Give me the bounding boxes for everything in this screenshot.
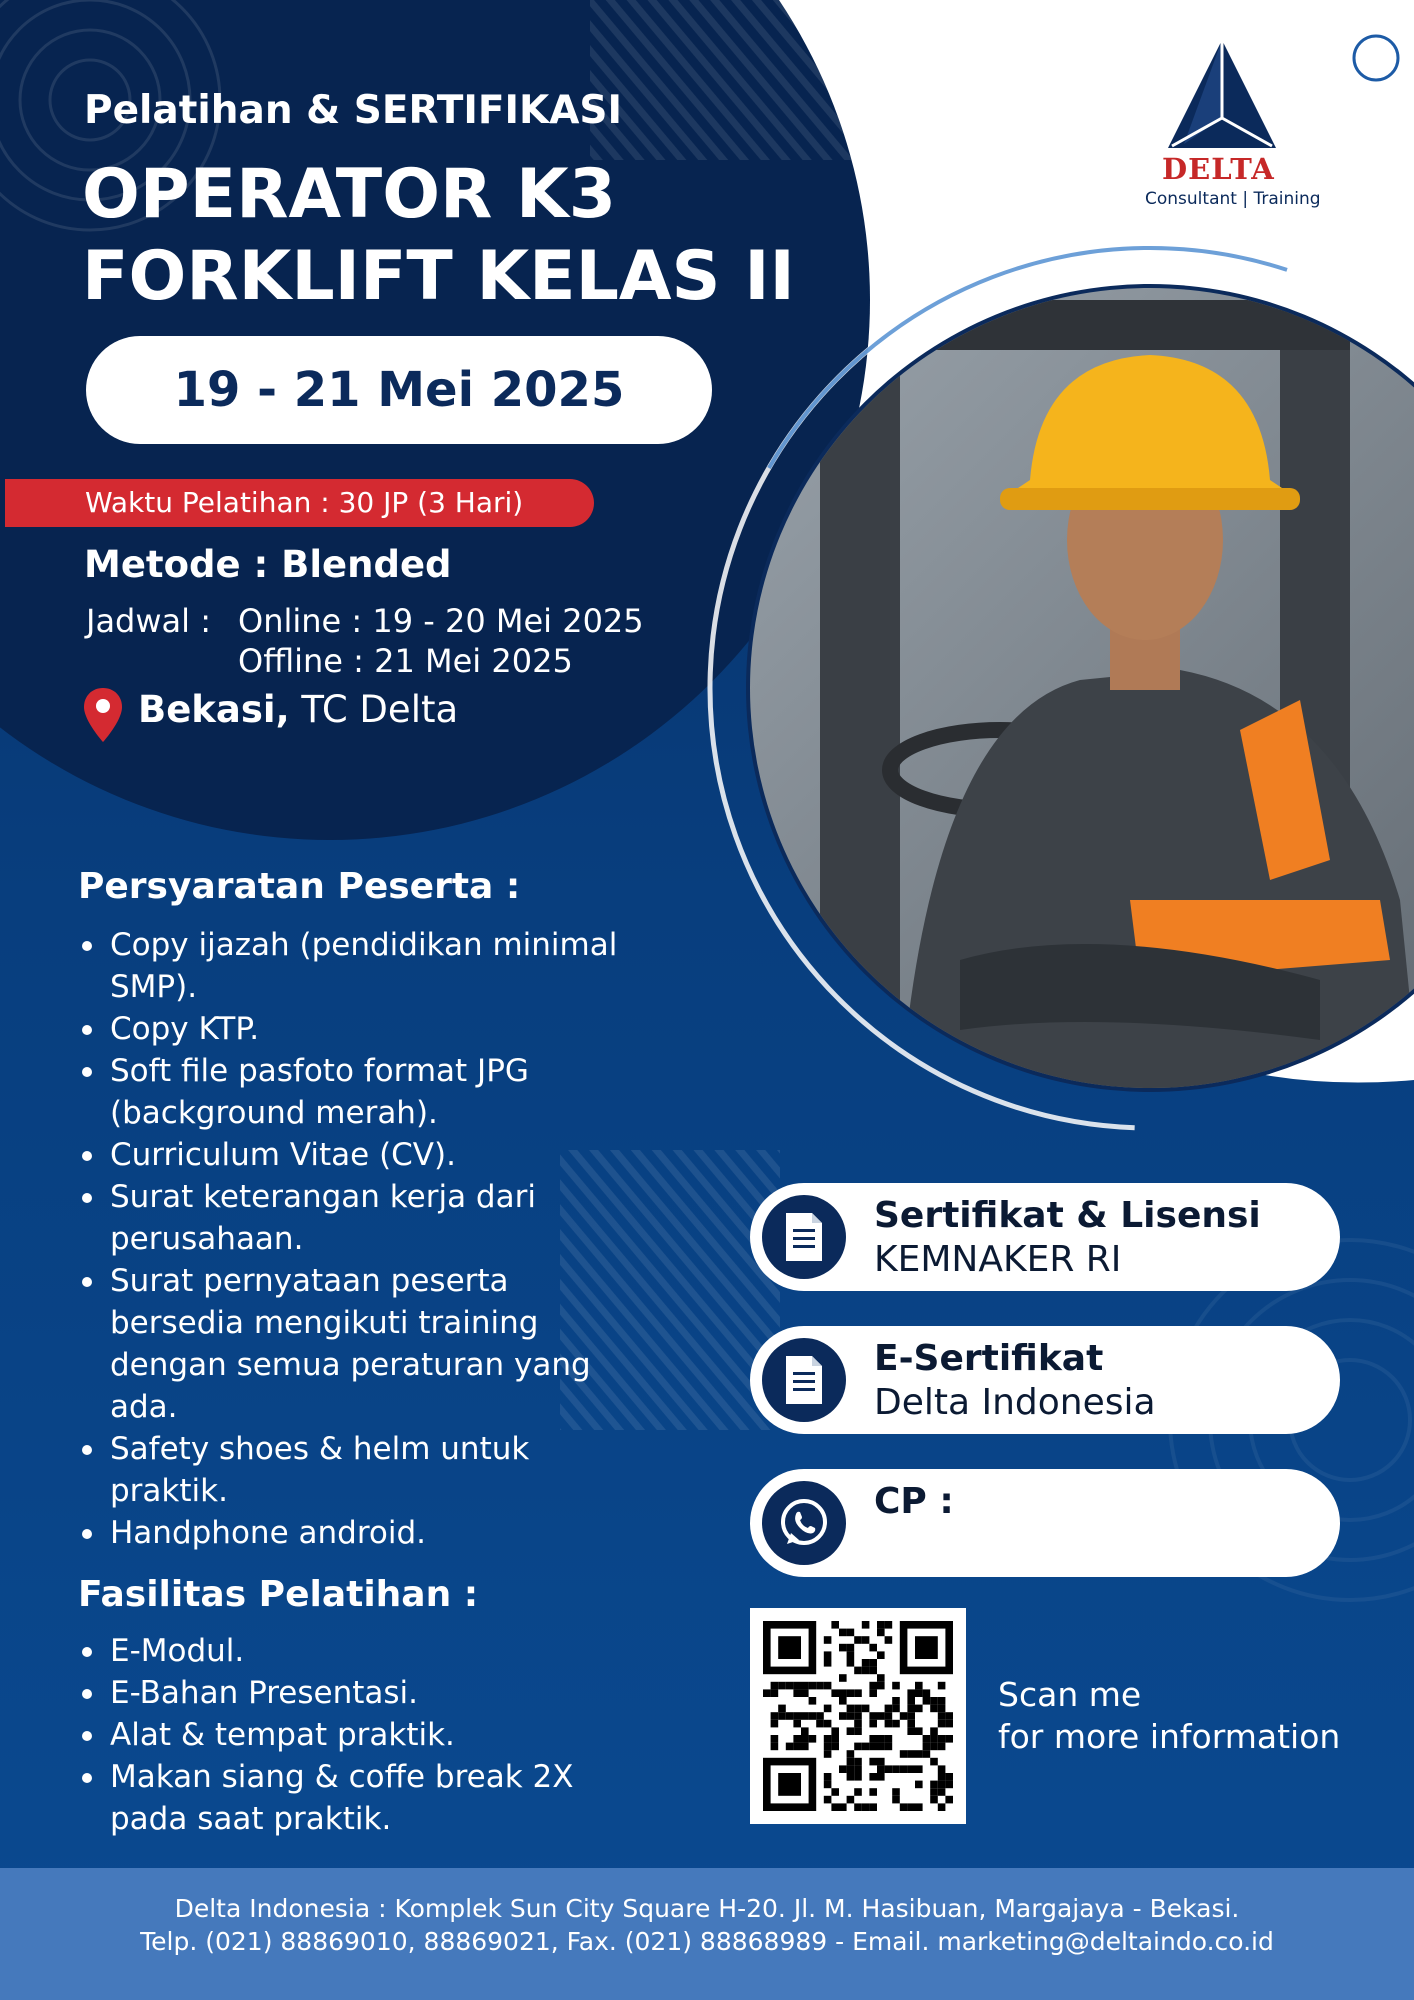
schedule-online: Online : 19 - 20 Mei 2025 — [238, 602, 644, 640]
list-item: Surat pernyataan peserta bersedia mengikuti training dengan semua peraturan yang ada. — [78, 1260, 618, 1428]
qr-code[interactable] — [750, 1608, 966, 1824]
location-city: Bekasi, — [138, 688, 290, 731]
brand-name: DELTA — [1162, 152, 1275, 186]
document-icon — [762, 1195, 846, 1279]
list-item: Copy KTP. — [78, 1008, 618, 1050]
card-subtitle: KEMNAKER RI — [874, 1239, 1122, 1280]
list-item: E-Bahan Presentasi. — [78, 1672, 618, 1714]
whatsapp-icon — [762, 1481, 846, 1565]
scan-line-1: Scan me — [998, 1675, 1142, 1714]
list-item: Handphone android. — [78, 1512, 618, 1554]
list-item: Surat keterangan kerja dari perusahaan. — [78, 1176, 618, 1260]
list-item: Safety shoes & helm untuk praktik. — [78, 1428, 618, 1512]
card-title: CP : — [874, 1481, 954, 1522]
scan-line-2: for more information — [998, 1717, 1341, 1756]
list-item: Soft file pasfoto format JPG (background merah). — [78, 1050, 618, 1134]
facilities-list — [78, 1630, 618, 1840]
title-line-1: OPERATOR K3 — [82, 155, 617, 234]
requirements-list — [78, 924, 618, 1554]
facilities-heading: Fasilitas Pelatihan : — [78, 1574, 479, 1615]
location — [138, 688, 458, 731]
document-icon — [762, 1338, 846, 1422]
page-title — [82, 154, 795, 318]
card-subtitle: Delta Indonesia — [874, 1382, 1156, 1423]
list-item: Makan siang & coffe break 2X pada saat praktik. — [78, 1756, 618, 1840]
card-title: E-Sertifikat — [874, 1338, 1104, 1379]
footer — [0, 1868, 1414, 2000]
list-item: Curriculum Vitae (CV). — [78, 1134, 618, 1176]
page-subtitle: Pelatihan & SERTIFIKASI — [84, 88, 623, 133]
location-venue: TC Delta — [301, 688, 459, 731]
training-duration: Waktu Pelatihan : 30 JP (3 Hari) — [5, 479, 594, 527]
event-date: 19 - 21 Mei 2025 — [86, 336, 712, 444]
footer-address: Delta Indonesia : Komplek Sun City Square H-20. Jl. M. Hasibuan, Margajaya - Bekasi. — [174, 1894, 1240, 1923]
footer-contact: Telp. (021) 88869010, 88869021, Fax. (021) 88868989 - Email. marketing@deltaindo.co.id — [140, 1927, 1274, 1956]
schedule-label: Jadwal : — [86, 602, 211, 640]
scan-caption — [998, 1674, 1340, 1758]
requirements-heading: Persyaratan Peserta : — [78, 866, 521, 907]
title-line-2: FORKLIFT KELAS II — [82, 237, 795, 316]
list-item: Alat & tempat praktik. — [78, 1714, 618, 1756]
training-method: Metode : Blended — [84, 543, 452, 586]
card-title: Sertifikat & Lisensi — [874, 1195, 1261, 1236]
card-contact-person[interactable] — [750, 1469, 1340, 1577]
card-e-certificate — [750, 1326, 1340, 1434]
schedule-offline: Offline : 21 Mei 2025 — [238, 642, 573, 680]
list-item: Copy ijazah (pendidikan minimal SMP). — [78, 924, 618, 1008]
list-item: E-Modul. — [78, 1630, 618, 1672]
brand-tagline: Consultant | Training — [1145, 189, 1321, 209]
card-certificate-license — [750, 1183, 1340, 1291]
map-pin-icon — [84, 688, 122, 742]
